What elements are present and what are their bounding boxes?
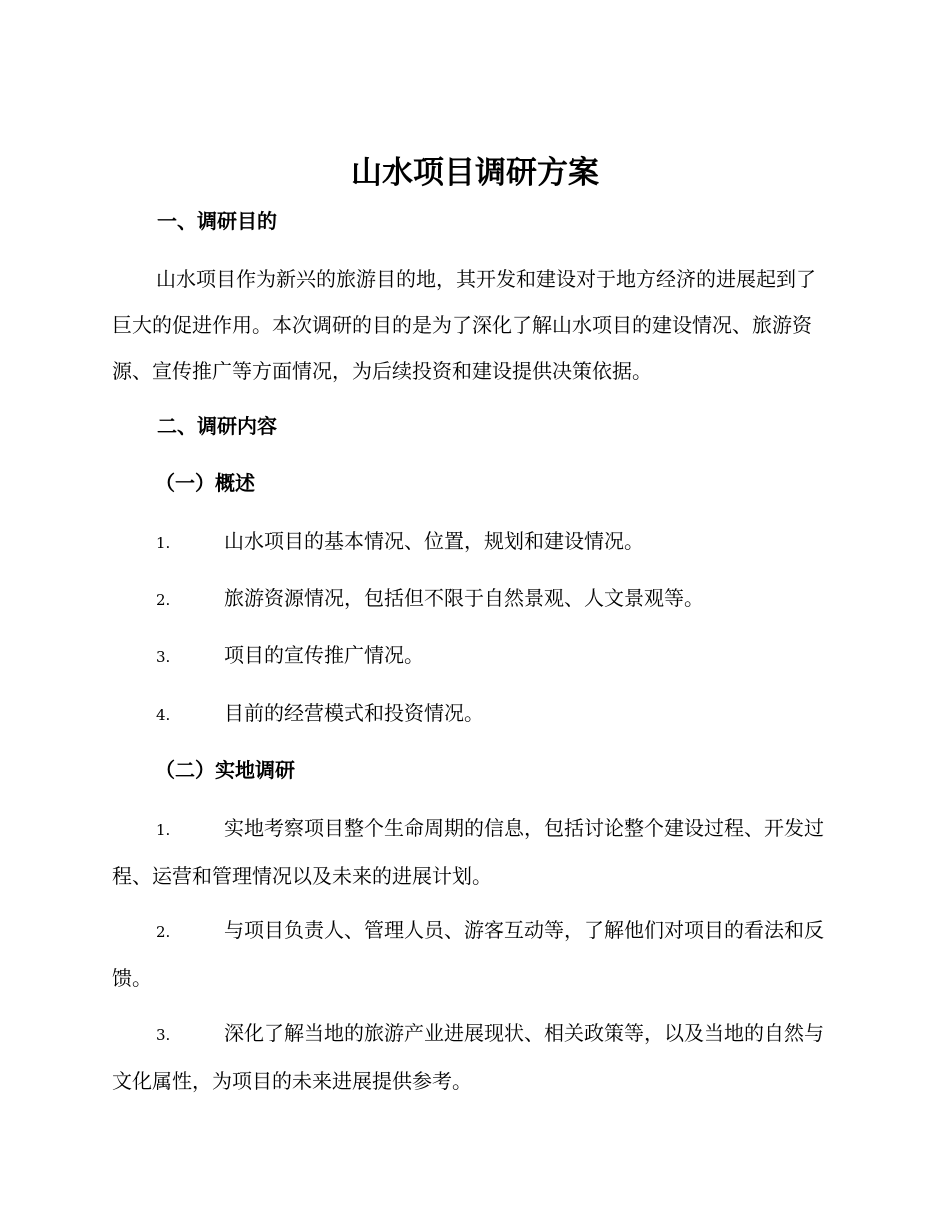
list-item-text: 实地考察项目整个生命周期的信息，包括讨论整个建设过程、开发过程、运营和管理情况以及未来的进展计划。 bbox=[112, 816, 824, 888]
subsection-heading-overview: （一）概述 bbox=[155, 471, 255, 495]
list-item-number: 1. bbox=[156, 534, 171, 552]
list-item-number: 3. bbox=[156, 648, 171, 666]
list-item-text: 深化了解当地的旅游产业进展现状、相关政策等，以及当地的自然与文化属性，为项目的未来进展提供参考。 bbox=[112, 1021, 824, 1093]
list-item-number: 2. bbox=[156, 923, 171, 941]
list-item bbox=[112, 907, 832, 1001]
list-item bbox=[112, 1010, 832, 1104]
document-title: 山水项目调研方案 bbox=[351, 155, 599, 191]
list-item-text: 与项目负责人、管理人员、游客互动等，了解他们对项目的看法和反馈。 bbox=[112, 918, 824, 990]
list-item-number: 2. bbox=[156, 591, 171, 609]
purpose-paragraph: 山水项目作为新兴的旅游目的地，其开发和建设对于地方经济的进展起到了巨大的促进作用。本次调研的目的是为了深化了解山水项目的建设情况、旅游资源、宣传推广等方面情况，为后续投资和建设提供决策依据。 bbox=[112, 267, 816, 383]
list-item bbox=[112, 805, 832, 899]
list-item-text: 旅游资源情况，包括但不限于自然景观、人文景观等。 bbox=[224, 586, 704, 610]
section-heading-purpose: 一、调研目的 bbox=[157, 209, 277, 233]
list-item-number: 4. bbox=[156, 706, 171, 724]
list-item-number: 1. bbox=[156, 821, 171, 839]
list-item bbox=[112, 575, 832, 623]
section-heading-content: 二、调研内容 bbox=[157, 414, 277, 438]
subsection-heading-field-research: （二）实地调研 bbox=[155, 758, 295, 782]
list-item bbox=[112, 632, 832, 680]
list-item bbox=[112, 518, 832, 566]
list-item-text: 项目的宣传推广情况。 bbox=[224, 643, 424, 667]
list-item bbox=[112, 690, 832, 738]
list-item-text: 目前的经营模式和投资情况。 bbox=[224, 701, 484, 725]
list-item-text: 山水项目的基本情况、位置，规划和建设情况。 bbox=[224, 529, 644, 553]
list-item-number: 3. bbox=[156, 1026, 171, 1044]
